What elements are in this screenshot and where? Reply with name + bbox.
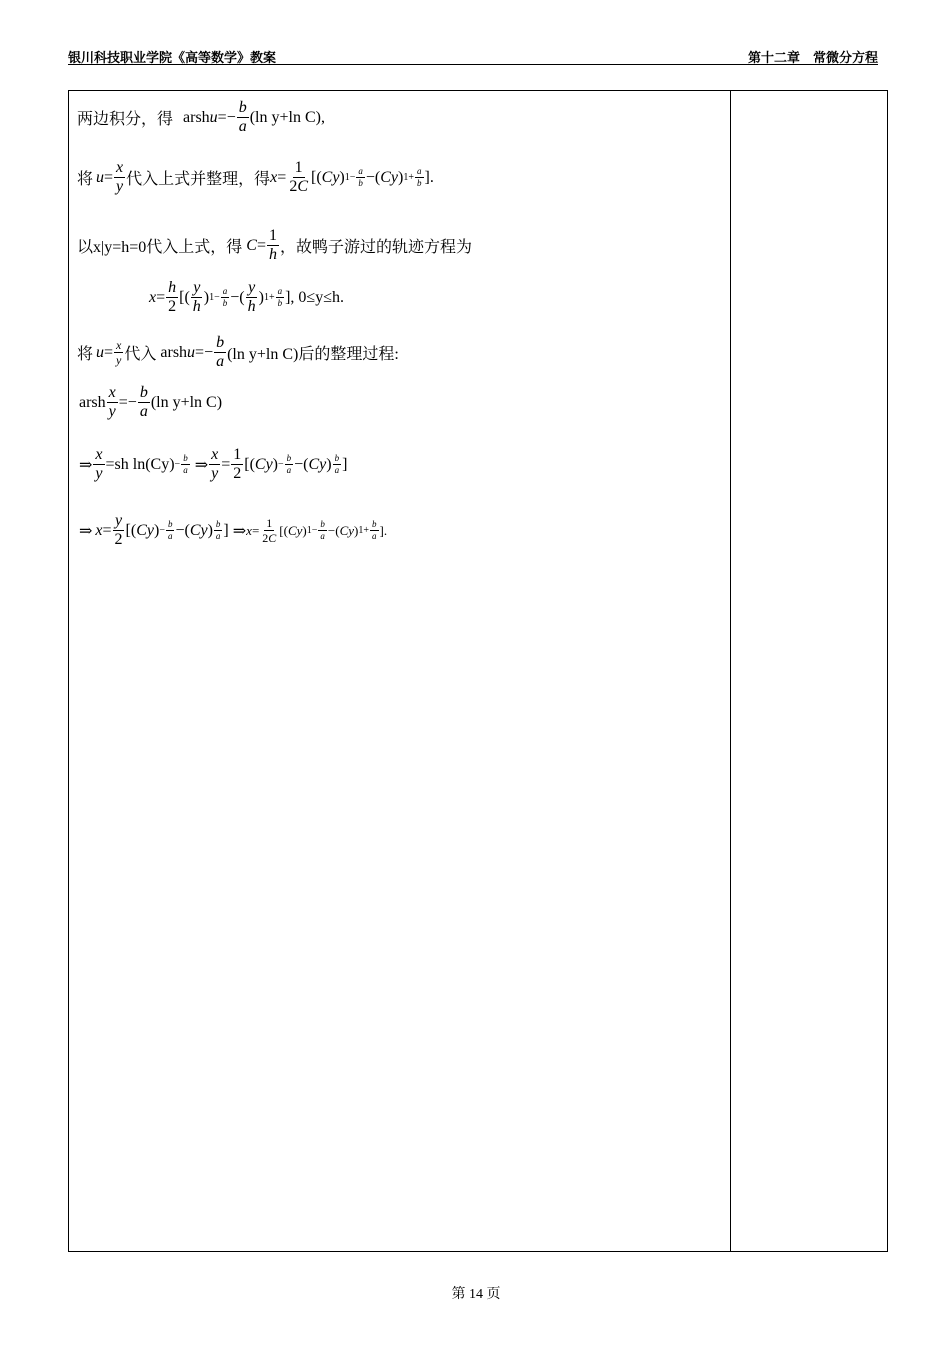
equation-step-2: ⇒ $\frac{x}{y}$ =sh ln(Cy) − $\frac{b}{a}$ ⇒ $\frac{x}{y}$ = $\frac{1}{2}$ [(Cy) − $\frac{b}{a}$ −(Cy) $\frac{b}{a}$ ] [79, 446, 348, 482]
text-trajectory: ，故鸭子游过的轨迹方程为 [279, 239, 472, 256]
text-range: , 0≤y≤h. [290, 288, 344, 306]
text-log-sum: (ln y+ln C), [249, 108, 325, 126]
equation-initial-condition: 以x|y=h=0代入上式，得 C = $\frac{1}{h}$ ，故鸭子游过的轨迹方程为 [77, 227, 472, 263]
text-step-1: (ln y+ln C) [150, 393, 223, 411]
text-into: 代入 [124, 346, 157, 363]
text-process: (ln y+ln C)后的整理过程: [227, 346, 399, 363]
implies-icon: ⇒ [194, 456, 209, 474]
column-divider [730, 91, 731, 1251]
text-substitute-simplify: 代入上式并整理，得 [126, 171, 271, 188]
text-initial-condition: 以x|y=h=0代入上式，得 [77, 239, 243, 256]
equation-trajectory: x = $\frac{h}{2}$ [( $\frac{y}{h}$ ) 1− $\frac{a}{b}$ −( $\frac{y}{h}$ ) 1+ $\frac{a}{b}$ ] , 0≤y≤h. [149, 279, 344, 315]
text-substitute: 将 [77, 171, 94, 188]
header-institution-course: 银川科技职业学院《高等数学》教案 [68, 50, 277, 65]
equation-process-title: 将 u = $\frac{x}{y}$ 代入 arshu=− $\frac{b}{a}$ (ln y+ln C)后的整理过程: [77, 334, 399, 370]
page-header [68, 44, 878, 65]
header-chapter: 第十二章 常微分方程 [747, 50, 878, 65]
equation-substitute: 将 u = $\frac{x}{y}$ 代入上式并整理，得 x = $\frac{1}{2C}$ [(Cy) 1− $\frac{a}{b}$ −(Cy) 1+ $\frac{a}{b}$ ]. [77, 159, 434, 195]
text-integrate-both-sides: 两边积分，得 [77, 111, 174, 128]
equation-step-3: ⇒ x = $\frac{y}{2}$ [(Cy) − $\frac{b}{a}$ −(Cy) $\frac{b}{a}$ ] ⇒ x = $\frac{1}{2C}$ [(Cy) 1− $\frac{b}{a}$ −(Cy) 1+ $\frac{b}{a}$ ]. [79, 512, 388, 548]
implies-icon: ⇒ [79, 522, 93, 540]
text-substitute-2: 将 [77, 346, 94, 363]
lesson-table [68, 90, 888, 1252]
equation-integrate: 两边积分，得 arshu=− $\frac{b}{a}$ (ln y+ln C), [77, 99, 325, 135]
implies-icon: ⇒ [79, 456, 93, 474]
equation-step-1: arsh $\frac{x}{y}$ =− $\frac{b}{a}$ (ln y+ln C) [79, 384, 223, 420]
implies-icon: ⇒ [232, 522, 247, 540]
text-sh-ln: =sh ln(Cy) [105, 455, 175, 473]
page-number: 第 14 页 [451, 1287, 501, 1302]
